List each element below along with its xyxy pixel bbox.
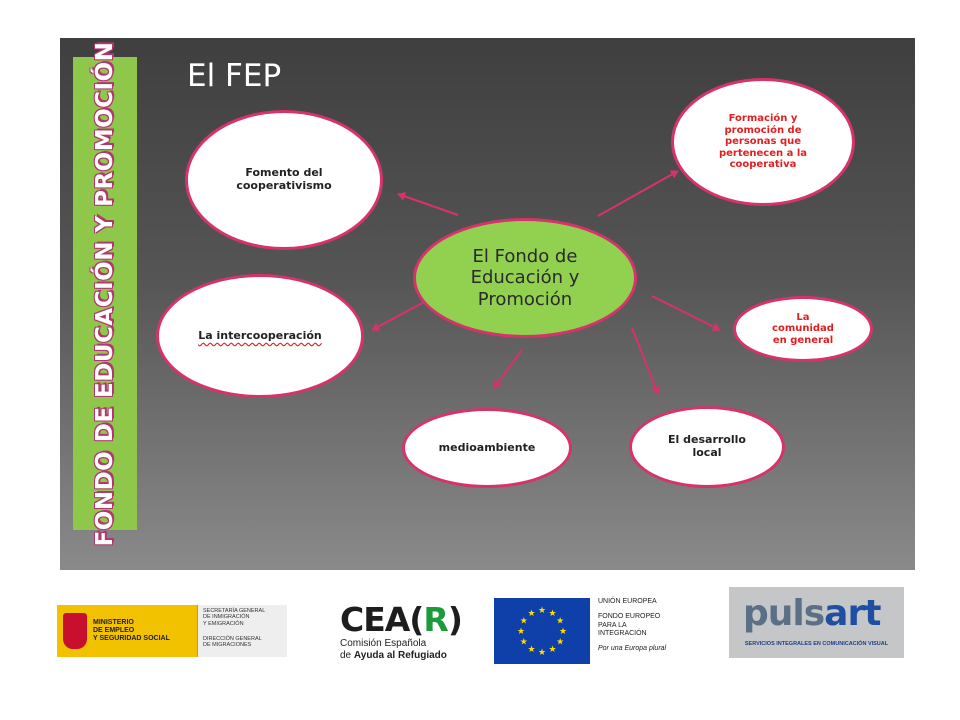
eu-star-icon: ★ (556, 615, 565, 626)
eu-line-5: INTEGRACIÓN (598, 630, 647, 638)
pulsart-wordmark (743, 593, 880, 634)
eu-stars-icon (494, 598, 590, 664)
direccion-line-2: DE MIGRACIONES (203, 642, 252, 649)
cear-logo (340, 602, 460, 664)
center-line-1: El Fondo de (472, 245, 578, 267)
ministerio-line-3: Y SEGURIDAD SOCIAL (93, 635, 170, 643)
eu-star-icon: ★ (519, 636, 528, 647)
pulsart-word-b: art (824, 593, 881, 634)
eu-star-icon: ★ (516, 626, 526, 636)
eu-line-4: PARA LA (598, 621, 627, 629)
node-desarrollo-line-2: local (692, 446, 722, 459)
eu-text (598, 598, 666, 653)
node-formacion-line-4: pertenecen a la (718, 147, 808, 159)
eu-line-1: UNIÓN EUROPEA (598, 598, 657, 605)
cear-line-2b: Ayuda al Refugiado (353, 649, 447, 661)
node-comunidad-line-2: comunidad (772, 323, 834, 335)
node-intercooperacion-label: La intercooperación (198, 328, 322, 342)
direccion-text (203, 636, 262, 649)
node-intercooperacion (156, 274, 364, 398)
node-formacion-line-5: cooperativa (729, 159, 797, 171)
sidebar-title: FONDO DE EDUCACIÓN Y PROMOCIÓN (92, 41, 118, 546)
node-fomento (185, 110, 383, 250)
pulsart-tagline: SERVICIOS INTEGRALES EN COMUNICACIÓN VISUAL (744, 641, 889, 647)
arrow-to-intercooperacion (372, 300, 428, 330)
node-comunidad-line-3: en general (772, 334, 834, 346)
center-line-3: Promoción (477, 288, 573, 310)
arrow-to-formacion (598, 171, 678, 216)
eu-star-icon: ★ (519, 615, 528, 626)
ministerio-block (57, 605, 197, 657)
arrow-to-comunidad (652, 296, 720, 330)
eu-star-icon: ★ (548, 644, 557, 655)
coat-of-arms-icon (63, 613, 87, 649)
eu-star-icon: ★ (527, 607, 536, 618)
node-formacion-line-1: Formación y (728, 113, 798, 125)
ministerio-line-1: MINISTERIO (93, 619, 134, 626)
secretaria-line-1: SECRETARÍA GENERAL (203, 608, 266, 614)
node-formacion (671, 78, 855, 206)
node-desarrollo-line-1: El desarrollo (668, 433, 746, 447)
cear-subtitle (340, 638, 460, 661)
slide (60, 38, 915, 570)
arrow-to-desarrollo (632, 328, 658, 394)
arrow-to-fomento (398, 194, 458, 215)
node-formacion-line-2: promoción de (724, 124, 802, 136)
eu-star-icon: ★ (537, 647, 547, 657)
direccion-line-1: DIRECCIÓN GENERAL (203, 636, 262, 642)
cear-wordmark (340, 602, 460, 638)
secretaria-block (197, 605, 287, 657)
node-fomento-line-1: Fomento del (245, 166, 323, 180)
node-fomento-line-2: cooperativismo (236, 179, 332, 192)
cear-name-b: R (423, 600, 448, 639)
pulsart-word-a: puls (743, 593, 825, 634)
eu-flag (494, 598, 590, 664)
secretaria-line-2: DE INMIGRACIÓN (203, 614, 250, 621)
eu-star-icon: ★ (537, 605, 547, 615)
ministerio-line-2: DE EMPLEO (93, 627, 135, 635)
eu-star-icon: ★ (548, 607, 557, 618)
node-comunidad-line-1: La (796, 311, 810, 323)
ministerio-name (93, 619, 170, 643)
eu-star-icon: ★ (558, 626, 568, 636)
pulsart-logo (729, 587, 904, 658)
eu-star-icon: ★ (556, 636, 565, 647)
secretaria-line-3: Y EMIGRACIÓN (203, 620, 244, 627)
node-formacion-line-3: personas que (724, 136, 802, 148)
arrow-to-medioambiente (494, 350, 522, 388)
eu-logo (494, 598, 704, 664)
secretaria-text (203, 608, 265, 627)
node-medioambiente (402, 408, 572, 488)
eu-star-icon: ★ (527, 644, 536, 655)
eu-line-3: FONDO EUROPEO (598, 613, 661, 621)
cear-name-c: ) (447, 600, 462, 639)
center-line-2: Educación y (470, 267, 580, 289)
slide-title: El FEP (187, 58, 282, 94)
node-desarrollo (629, 406, 785, 488)
ministerio-logo (57, 605, 287, 657)
node-comunidad (733, 296, 873, 362)
cear-name-a: CEA( (340, 600, 424, 639)
cear-line-1: Comisión Española (340, 638, 427, 649)
cear-line-2a: de (340, 649, 354, 661)
node-medioambiente-label: medioambiente (438, 440, 536, 454)
eu-motto: Por una Europa plural (598, 644, 667, 652)
node-center (413, 218, 637, 338)
